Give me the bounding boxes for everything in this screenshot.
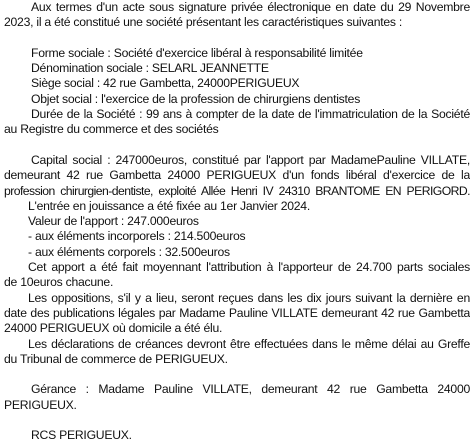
objet-social: Objet social : l'exercice de la profession de chirurgiens dentistes (31, 91, 361, 106)
capital-line-1: Capital social : 247000euros, constitué par l'apport par MadamePauline VILLATE, (31, 152, 470, 167)
forme-sociale: Forme sociale : Société d'exercice libéral à responsabilité limitée (31, 45, 363, 60)
gerance-line-1: Gérance : Madame Pauline VILLATE, demeurant 42 rue Gambetta 24000 (31, 382, 470, 397)
intro-line-2: 2023, il a été constitué une société présentant les caractéristiques suivantes : (4, 15, 403, 30)
oppositions-line-2: date des publications légales par Madame Pauline VILLATE demeurant 42 rue Gambetta (4, 305, 470, 320)
legal-notice (4, 0, 470, 444)
spacer (4, 31, 470, 46)
spacer (4, 138, 470, 153)
attribution-line-2: de 10euros chacune. (4, 275, 114, 290)
spacer (4, 367, 470, 382)
duree-line-1: Durée de la Société : 99 ans à compter de la date de l'immatriculation de la Société (31, 107, 470, 122)
intro-line-1: Aux termes d'un acte sous signature privée électronique en date du 29 Novembre (31, 0, 470, 14)
elements-corporels: - aux éléments corporels : 32.500euros (28, 244, 230, 259)
spacer (4, 413, 470, 428)
rcs: RCS PERIGUEUX. (31, 428, 132, 443)
attribution-line-1: Cet apport a été fait moyennant l'attribution à l'apporteur de 24.700 parts sociales (28, 260, 470, 275)
duree-line-2: au Registre du commerce et des sociétés (4, 122, 219, 137)
gerance-line-2: PERIGUEUX. (4, 397, 77, 412)
valeur-apport: Valeur de l'apport : 247.000euros (28, 214, 199, 229)
oppositions-line-3: 24000 PERIGUEUX où domicile a été élu. (4, 321, 223, 336)
siege-social: Siège social : 42 rue Gambetta, 24000PERIGUEUX (31, 76, 300, 91)
oppositions-line-1: Les oppositions, s'il y a lieu, seront reçues dans les dix jours suivant la dernière en (28, 290, 470, 305)
jouissance: L'entrée en jouissance a été fixée au 1er Janvier 2024. (28, 198, 310, 213)
declarations-line-1: Les déclarations de créances devront être effectuées dans le même délai au Greffe (28, 336, 470, 351)
capital-line-3: profession chirurgien-dentiste, exploité Allée Henri IV 24310 BRANTOME EN PERIGORD. (4, 183, 470, 198)
declarations-line-2: du Tribunal de commerce de PERIGUEUX. (4, 351, 228, 366)
denomination-sociale: Dénomination sociale : SELARL JEANNETTE (31, 61, 269, 76)
elements-incorporels: - aux éléments incorporels : 214.500euros (28, 229, 246, 244)
capital-line-2: demeurant 42 rue Gambetta 24000 PERIGUEUX d'un fonds libéral d'exercice de la (4, 168, 470, 183)
